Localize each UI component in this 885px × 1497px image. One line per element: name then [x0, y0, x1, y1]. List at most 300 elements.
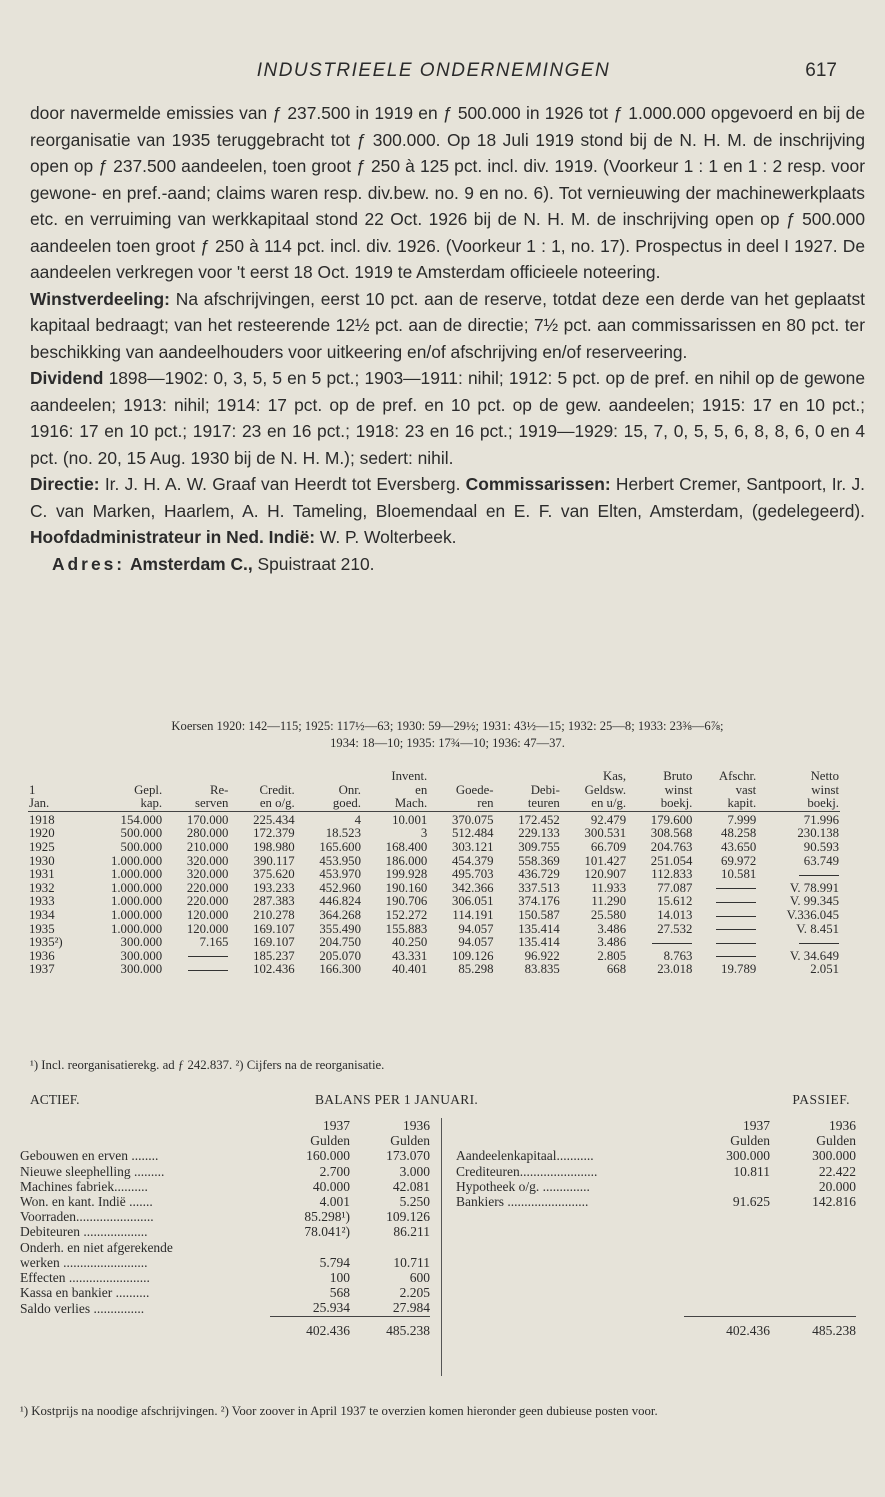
table-row: [28, 811, 840, 827]
balans-label: Effecten ........................: [20, 1270, 150, 1286]
balans-row: [20, 1255, 430, 1270]
body-text: [30, 100, 865, 577]
intro-paragraph: door navermelde emissies van ƒ 237.500 in 1919 en ƒ 500.000 in 1926 tot ƒ 1.000.000 opgevoerd en bij de reorganisatie van 1935 teruggebracht tot ƒ 300.000. Op 18 Juli 1919 stond bij de N. H. M. de inschrijving open op ƒ 237.500 aandeelen, toen groot ƒ 250 à 125 pct. incl. div. 1919. (Voorkeur 1 : 1 en 1 : 2 resp. voor gewone- en pref.-aand; claims waren resp. div.bew. no. 9 en no. 6). Tot vernieuwing der machinewerkplaats etc. en verruiming van werkkapitaal stond 22 Oct. 1926 bij de N. H. M. de inschrijving open op ƒ 500.000 aandeelen toen groot ƒ 250 à 114 pct. incl. div. 1926. (Voorkeur 1 : 1, no. 17). Prospectus in deel I 1927. De aandeelen verkregen voor 't eerst 18 Oct. 1919 te Amsterdam officieele noteering.: [30, 103, 865, 282]
balans-row: [20, 1285, 430, 1300]
balans-value-1937: 100: [329, 1270, 350, 1286]
table-cell: 287.383: [253, 894, 295, 909]
balans-label: Kassa en bankier ..........: [20, 1285, 150, 1301]
balans-value-1937: 25.934: [312, 1300, 350, 1316]
table-cell: 114.191: [452, 907, 494, 922]
column-header: boekj.: [807, 796, 839, 811]
table-cell: 120.000: [186, 907, 229, 922]
column-header: Invent.: [391, 769, 428, 783]
table-cell: 280.000: [186, 826, 229, 841]
balans-total-1936: 485.238: [350, 1316, 430, 1338]
balans-row: [20, 1179, 430, 1194]
adres-city: Amsterdam C.,: [129, 553, 253, 574]
table-cell: 112.833: [651, 867, 693, 882]
table-cell: 2.051: [810, 962, 839, 977]
dividend-label: Dividend: [30, 368, 104, 388]
table-cell: 94.057: [458, 935, 494, 950]
table-cell: 204.763: [650, 839, 693, 854]
column-header: Gepl.: [134, 782, 163, 797]
column-header: Bruto: [663, 769, 693, 783]
column-header: vast: [735, 782, 757, 797]
table-cell: 11.290: [591, 894, 627, 909]
koersen-block: [30, 718, 865, 752]
balans-value-1936: 109.126: [386, 1209, 430, 1225]
table-cell: 94.057: [458, 921, 494, 936]
balans-row: [20, 1270, 430, 1285]
table-header-row: [28, 797, 840, 811]
balans-spacer: [684, 1209, 770, 1224]
dash-mark: [716, 916, 756, 917]
balans-value-1937: 5.794: [319, 1254, 350, 1270]
balans-label: werken .........................: [20, 1254, 148, 1270]
balans-row: [20, 1209, 430, 1224]
balans-row: [456, 1148, 856, 1163]
table-cell: 169.107: [253, 921, 295, 936]
table-cell: 168.400: [385, 839, 428, 854]
hoofdadministrateur-text: W. P. Wolterbeek.: [315, 527, 457, 547]
balans-value-1937: 2.700: [319, 1163, 350, 1179]
table-cell: 309.755: [518, 839, 560, 854]
table-cell: 1935: [29, 921, 55, 936]
balans-total-1936: 485.238: [770, 1316, 856, 1338]
column-header: ren: [477, 796, 494, 811]
table-row: [28, 950, 840, 964]
balans-label: Hypotheek o/g. ..............: [456, 1178, 590, 1194]
balans-unit: Gulden: [390, 1133, 430, 1149]
table-cell: 40.401: [392, 962, 428, 977]
koersen-line: 1934: 18—10; 1935: 17¾—10; 1936: 47—37.: [330, 736, 565, 750]
table-cell: V. 78.991: [789, 880, 839, 895]
balans-value-1936: 173.070: [386, 1148, 430, 1164]
dash-mark: [188, 970, 228, 971]
balans-row: [456, 1164, 856, 1179]
column-header: Onr.: [338, 782, 361, 797]
balans-total-1937: 402.436: [684, 1316, 770, 1338]
winstverdeeling-paragraph: [30, 286, 865, 366]
balans-value-1936: 300.000: [812, 1148, 856, 1164]
balans-spacer: [456, 1285, 684, 1300]
column-header: boekj.: [660, 796, 693, 811]
column-header: [495, 770, 561, 784]
balans-spacer: [456, 1209, 684, 1224]
table-cell: 120.000: [186, 921, 229, 936]
table-row: [28, 868, 840, 882]
table-cell: 500.000: [120, 839, 163, 854]
balans-label: Bankiers ........................: [456, 1194, 589, 1210]
table-cell: 25.580: [590, 907, 627, 922]
table-row: [28, 841, 840, 855]
table-cell: 1920: [29, 826, 55, 841]
balans-unit: Gulden: [310, 1133, 350, 1149]
winstverdeeling-text: Na afschrijvingen, eerst 10 pct. aan de reserve, totdat deze een derde van het geplaatst kapitaal bedraagt; van het resteerende 12½ pct. aan de directie; 7½ pct. aan commissarissen en 80 pct. ter beschikking van aandeelhouders voor uitkeering en/of afschrijving en/of reserveering.: [30, 288, 865, 362]
balans-value-1936: 2.205: [399, 1285, 430, 1301]
balans-value-1936: 86.211: [393, 1224, 430, 1240]
table-cell: 453.970: [319, 867, 361, 882]
dash-mark: [652, 943, 692, 944]
balans-row: [456, 1179, 856, 1194]
column-header: 1: [29, 782, 36, 797]
table-cell: 23.018: [657, 962, 693, 977]
table-cell: 101.427: [584, 853, 627, 868]
column-header: [163, 770, 229, 784]
table-cell: 2.805: [597, 948, 627, 963]
table-cell: 512.484: [451, 826, 494, 841]
table-cell: 186.000: [385, 853, 428, 868]
balans-spacer: [456, 1240, 684, 1255]
table-cell: 303.121: [451, 839, 494, 854]
page-header: [30, 60, 837, 90]
balans-total-row: [456, 1316, 856, 1338]
table-row: [28, 895, 840, 909]
balans-divider: [441, 1118, 442, 1376]
balans-value-1936: 5.250: [399, 1194, 430, 1210]
table-cell: [163, 963, 229, 977]
column-header: en u/g.: [591, 796, 627, 811]
balans-label: Saldo verlies ...............: [20, 1300, 145, 1316]
balans-spacer: [770, 1300, 856, 1316]
table-cell: 1934: [29, 907, 55, 922]
dividend-text: 1898—1902: 0, 3, 5, 5 en 5 pct.; 1903—1911: nihil; 1912: 5 pct. op de pref. en nihil op de gewone aandeelen; 1913: nihil; 1914: 17 pct. op de pref. en 10 pct. op de gew. aandeelen; 1915: 17 en 10 pct.; 1916: 17 en 10 pct.; 1917: 23 en 16 pct.; 1918: 23 en 16 pct.; 1919—1929: 15, 7, 0, 5, 5, 6, 8, 8, 6, 0 en 4 pct. (no. 20, 15 Aug. 1930 bij de N. H. M.); sedert: nihil.: [30, 368, 865, 468]
balans-value-1936: 27.984: [392, 1300, 430, 1316]
balans-spacer: [770, 1270, 856, 1285]
actief-label: ACTIEF.: [30, 1092, 80, 1107]
balans-unit-row: [20, 1133, 430, 1148]
financial-table: [28, 770, 840, 977]
table-cell: 320.000: [186, 867, 229, 882]
table-cell: 109.126: [451, 948, 494, 963]
table-cell: 220.000: [186, 894, 229, 909]
table-cell: 375.620: [253, 867, 295, 882]
balans-value-1937: 4.001: [319, 1194, 350, 1210]
table-cell: 150.587: [518, 907, 560, 922]
balans-value-1937: 78.041²): [304, 1224, 350, 1240]
balans-unit: Gulden: [816, 1133, 856, 1149]
balans-unit-row: [456, 1133, 856, 1148]
table-cell: 199.928: [385, 867, 428, 882]
table-cell: 454.379: [451, 853, 494, 868]
commissarissen-text: Herbert Cremer, Santpoort, Ir. J. C. van Marken, Haarlem, A. H. Tameling, Bloemendaal en E. F. van Elten, Amsterdam, (gedelegeerd).: [30, 474, 865, 521]
balans-row: [20, 1164, 430, 1179]
adres-paragraph: [30, 551, 865, 578]
table-cell: 370.075: [428, 811, 494, 827]
balans-spacer: [770, 1209, 856, 1224]
balans-value-1936: 3.000: [399, 1163, 430, 1179]
hoofdadministrateur-label: Hoofdadministrateur in Ned. Indië:: [30, 527, 316, 547]
table-cell: 495.703: [451, 867, 494, 882]
balans-spacer: [20, 1118, 270, 1133]
table-cell: 229.133: [518, 826, 560, 841]
column-header: [428, 770, 494, 784]
table-cell: 446.824: [319, 894, 361, 909]
table-cell: 1918: [28, 811, 82, 827]
table-cell: 169.107: [253, 935, 295, 950]
balans-spacer: [770, 1224, 856, 1239]
balans-row: [20, 1224, 430, 1239]
balans-year: 1937: [323, 1118, 350, 1133]
table-cell: 8.763: [663, 948, 693, 963]
dash-mark: [716, 902, 756, 903]
balans-year-row: [20, 1118, 430, 1133]
table-cell: [627, 936, 693, 950]
table-cell: 300.000: [120, 935, 163, 950]
table-cell: 1937: [29, 962, 55, 977]
column-header: Afschr.: [718, 769, 757, 783]
balans-empty-row: [456, 1270, 856, 1285]
table-cell: 10.001: [362, 811, 428, 827]
table-cell: 90.593: [803, 839, 839, 854]
table-cell: 85.298: [458, 962, 494, 977]
table-cell: V. 34.649: [789, 948, 839, 963]
balans-spacer: [456, 1133, 684, 1148]
column-header: Re-: [209, 782, 229, 797]
table-row: [28, 882, 840, 896]
table-cell: 390.117: [253, 853, 295, 868]
column-header: Goede-: [455, 782, 494, 797]
table-cell: 205.070: [319, 948, 361, 963]
table-cell: [163, 950, 229, 964]
table-cell: 7.165: [199, 935, 229, 950]
table-cell: 300.000: [120, 948, 163, 963]
table-cell: 190.160: [385, 880, 428, 895]
balans-value-1937: 85.298¹): [304, 1209, 350, 1225]
table-cell: 166.300: [319, 962, 361, 977]
column-header: kapit.: [727, 796, 757, 811]
table-cell: 320.000: [186, 853, 229, 868]
table-cell: 179.600: [627, 811, 693, 827]
column-header: Jan.: [29, 796, 50, 811]
table-cell: 1931: [29, 867, 55, 882]
column-header: kap.: [140, 796, 163, 811]
balans-label: Nieuwe sleephelling .........: [20, 1163, 165, 1179]
balans-row: [20, 1240, 430, 1255]
table-header-row: [28, 784, 840, 798]
table-cell: 154.000: [82, 811, 163, 827]
table-cell: 43.650: [721, 839, 757, 854]
balans-row: [20, 1194, 430, 1209]
balans-value-1936: [350, 1240, 430, 1255]
table-cell: 1933: [29, 894, 55, 909]
table-cell: 1.000.000: [110, 880, 163, 895]
running-title: INDUSTRIEELE ONDERNEMINGEN: [256, 60, 611, 81]
balans-title: BALANS PER 1 JANUARI.: [315, 1092, 479, 1107]
table-cell: 300.531: [584, 826, 627, 841]
table-cell: 63.749: [803, 853, 839, 868]
table-cell: 48.258: [721, 826, 757, 841]
table-cell: 11.933: [591, 880, 627, 895]
balans-empty-row: [456, 1224, 856, 1239]
column-header: en: [415, 782, 428, 797]
balans-total-row: [20, 1316, 430, 1338]
table-cell: [693, 882, 757, 896]
balans-value-1936: 22.422: [818, 1163, 856, 1179]
balans-actief-table: [20, 1118, 430, 1338]
table-cell: 1930: [29, 853, 55, 868]
table-cell: [693, 909, 757, 923]
table-cell: [757, 868, 840, 882]
balans-value-1936: 10.711: [393, 1254, 430, 1270]
balans-year: 1937: [743, 1118, 770, 1133]
balans-year-row: [456, 1118, 856, 1133]
table-cell: 3: [420, 826, 428, 841]
balans-label: Won. en kant. Indië .......: [20, 1194, 153, 1210]
balans-spacer: [684, 1285, 770, 1300]
balans-spacer: [770, 1255, 856, 1270]
dash-mark: [716, 929, 756, 930]
column-header: en o/g.: [259, 796, 295, 811]
balans-spacer: [684, 1300, 770, 1316]
table-cell: 374.176: [518, 894, 560, 909]
balans-value-1937: 300.000: [726, 1148, 770, 1164]
column-header: Netto: [810, 769, 839, 783]
table-cell: 1925: [29, 839, 55, 854]
balans-unit: Gulden: [730, 1133, 770, 1149]
table-cell: V. 99.345: [789, 894, 839, 909]
table-cell: 198.980: [253, 839, 295, 854]
table-row: [28, 909, 840, 923]
directie-text: Ir. J. H. A. W. Graaf van Heerdt tot Eversberg.: [99, 474, 466, 494]
table-cell: 172.379: [253, 826, 295, 841]
column-header: [28, 770, 82, 784]
directie-paragraph: [30, 471, 865, 551]
column-header: Debi-: [530, 782, 560, 797]
table-cell: 230.138: [797, 826, 839, 841]
balans-empty-row: [456, 1255, 856, 1270]
table-cell: 7.999: [693, 811, 757, 827]
table-cell: 558.369: [518, 853, 560, 868]
table-cell: 251.054: [650, 853, 693, 868]
dash-mark: [716, 943, 756, 944]
table-cell: 83.835: [524, 962, 560, 977]
column-header: goed.: [332, 796, 361, 811]
column-header: teuren: [527, 796, 560, 811]
table-cell: 15.612: [657, 894, 693, 909]
table-cell: 300.000: [120, 962, 163, 977]
table-cell: 3.486: [597, 921, 627, 936]
column-header: Mach.: [394, 796, 428, 811]
table-cell: 342.366: [451, 880, 494, 895]
table-cell: [693, 895, 757, 909]
dash-mark: [188, 956, 228, 957]
table-cell: V.336.045: [786, 907, 839, 922]
table-cell: 500.000: [120, 826, 163, 841]
table-cell: 453.950: [319, 853, 361, 868]
balans-row: [20, 1300, 430, 1316]
koersen-line: Koersen 1920: 142—115; 1925: 117½—63; 1930: 59—29½; 1931: 43½—15; 1932: 25—8; 1933: 23⅜—6⅞;: [171, 719, 724, 733]
table-cell: 1936: [29, 948, 55, 963]
balans-empty-row: [456, 1240, 856, 1255]
balans-spacer: [456, 1300, 684, 1316]
balans-label: Crediteuren.......................: [456, 1163, 598, 1179]
table-cell: 210.000: [186, 839, 229, 854]
balans-empty-row: [456, 1285, 856, 1300]
balans-value-1937: 568: [329, 1285, 350, 1301]
directie-label: Directie:: [30, 474, 100, 494]
table-cell: 120.907: [584, 867, 627, 882]
balans-spacer: [684, 1240, 770, 1255]
table-cell: 306.051: [451, 894, 494, 909]
balans-spacer: [684, 1255, 770, 1270]
table-cell: 152.272: [385, 907, 428, 922]
table-cell: 77.087: [657, 880, 693, 895]
table-row: [28, 963, 840, 977]
balans-value-1936: 600: [409, 1270, 430, 1286]
balans-value-1937: [270, 1240, 350, 1255]
balans-label: Machines fabriek..........: [20, 1178, 148, 1194]
balans-value-1937: 160.000: [306, 1148, 350, 1164]
balans-label: Onderh. en niet afgerekende: [20, 1239, 173, 1255]
table-cell: 1932: [29, 880, 55, 895]
balans-value-1936: 142.816: [812, 1194, 856, 1210]
column-header: winst: [664, 782, 693, 797]
table-cell: 135.414: [518, 935, 560, 950]
table-cell: 436.729: [518, 867, 560, 882]
table-cell: 135.414: [518, 921, 560, 936]
balans-spacer: [456, 1224, 684, 1239]
balans-spacer: [770, 1285, 856, 1300]
dash-mark: [799, 943, 839, 944]
table-row: [28, 827, 840, 841]
column-header: Credit.: [259, 782, 295, 797]
column-header: [229, 770, 295, 784]
balans-label: Voorraden.......................: [20, 1209, 154, 1225]
table-cell: [693, 950, 757, 964]
balans-value-1937: [684, 1179, 770, 1194]
financial-table-notes: ¹) Incl. reorganisatierekg. ad ƒ 242.837. ²) Cijfers na de reorganisatie.: [30, 1058, 385, 1072]
balans-value-1936: 42.081: [392, 1178, 430, 1194]
balans-spacer: [20, 1316, 270, 1338]
table-cell: 170.000: [163, 811, 229, 827]
column-header: serven: [195, 796, 229, 811]
balans-row: [456, 1194, 856, 1209]
balans-year: 1936: [403, 1118, 430, 1133]
balans-value-1936: 20.000: [818, 1178, 856, 1194]
table-cell: 308.568: [650, 826, 693, 841]
table-cell: 185.237: [253, 948, 295, 963]
table-cell: 364.268: [319, 907, 361, 922]
balans-spacer: [684, 1224, 770, 1239]
table-cell: 165.600: [319, 839, 361, 854]
table-cell: 355.490: [319, 921, 361, 936]
table-cell: 452.960: [319, 880, 361, 895]
commissarissen-label: Commissarissen:: [465, 474, 611, 494]
table-cell: 172.452: [495, 811, 561, 827]
balans-empty-row: [456, 1300, 856, 1316]
table-cell: 668: [606, 962, 627, 977]
table-cell: 3.486: [597, 935, 627, 950]
balans-notes: ¹) Kostprijs na noodige afschrijvingen. ²) Voor zoover in April 1937 te overzien komen hieronder geen dubieuse posten voor.: [20, 1404, 658, 1418]
balans-total-1937: 402.436: [270, 1316, 350, 1338]
table-cell: 1.000.000: [110, 867, 163, 882]
table-cell: 71.996: [757, 811, 840, 827]
dash-mark: [716, 956, 756, 957]
table-cell: 220.000: [186, 880, 229, 895]
balans-value-1937: 40.000: [312, 1178, 350, 1194]
table-cell: 337.513: [518, 880, 560, 895]
table-header-row: [28, 770, 840, 784]
table-cell: 19.789: [721, 962, 757, 977]
table-cell: 27.532: [657, 921, 693, 936]
table-cell: 43.331: [392, 948, 428, 963]
column-header: [82, 770, 163, 784]
balans-spacer: [456, 1270, 684, 1285]
table-cell: [693, 936, 757, 950]
balans-empty-row: [456, 1209, 856, 1224]
column-header: Geldsw.: [584, 782, 627, 797]
